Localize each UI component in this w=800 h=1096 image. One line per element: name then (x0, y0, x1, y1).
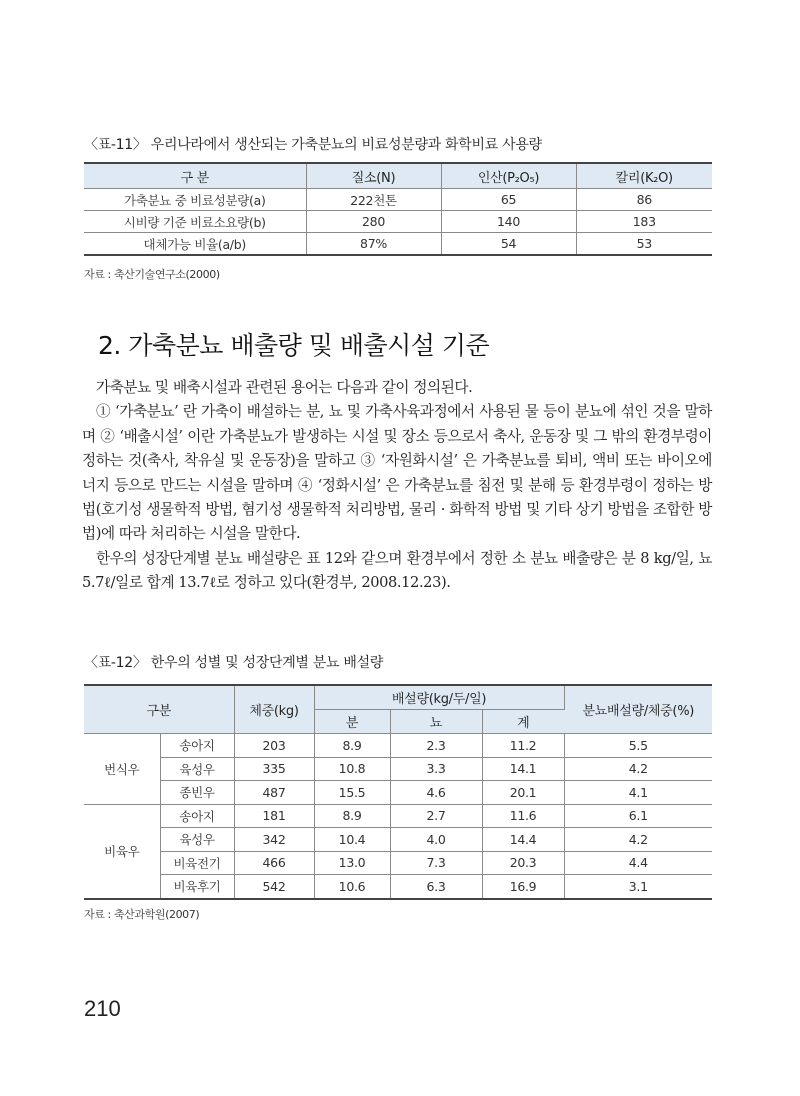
table-cell: 11.6 (482, 804, 564, 828)
table1-caption: 〈표-11〉 우리나라에서 생산되는 가축분뇨의 비료성분량과 화학비료 사용량 (84, 137, 542, 153)
table2-caption: 〈표-12〉 한우의 성별 및 성장단계별 분뇨 배설량 (84, 655, 384, 671)
table-cell: 종빈우 (160, 781, 234, 805)
table-row (84, 851, 712, 875)
table2-header-urine: 뇨 (390, 710, 482, 734)
table2-header-feces: 분 (314, 710, 390, 734)
body-text (82, 376, 712, 596)
table-cell: 비육후기 (160, 875, 234, 899)
group-label: 번식우 (84, 734, 160, 805)
table-cell: 송아지 (160, 734, 234, 758)
table-cell: 65 (441, 189, 576, 211)
table-cell: 13.0 (314, 851, 390, 875)
table1-header-category: 구 분 (84, 163, 306, 189)
table-cell: 대체가능 비율(a/b) (84, 233, 306, 256)
table-cell: 육성우 (160, 828, 234, 852)
table-cell: 10.8 (314, 757, 390, 781)
table-cell: 140 (441, 211, 576, 233)
table2 (84, 684, 712, 900)
section-heading: 2. 가축분뇨 배출량 및 배출시설 기준 (98, 331, 490, 360)
group-label: 비육우 (84, 804, 160, 899)
table-row (84, 875, 712, 899)
table-cell: 4.2 (564, 757, 712, 781)
table-row (84, 211, 712, 233)
table-cell: 203 (234, 734, 314, 758)
table-row (84, 757, 712, 781)
table-cell: 3.3 (390, 757, 482, 781)
table-cell: 87% (306, 233, 441, 256)
table-row (84, 189, 712, 211)
table-cell: 466 (234, 851, 314, 875)
table-cell: 6.1 (564, 804, 712, 828)
table-cell: 487 (234, 781, 314, 805)
paragraph: 가축분뇨 및 배축시설과 관련된 용어는 다음과 같이 정의된다. (96, 379, 473, 396)
table-row (84, 804, 712, 828)
table-row (84, 828, 712, 852)
table-cell: 육성우 (160, 757, 234, 781)
table-cell: 15.5 (314, 781, 390, 805)
table-cell: 7.3 (390, 851, 482, 875)
table-cell: 181 (234, 804, 314, 828)
table-cell: 280 (306, 211, 441, 233)
table-cell: 3.1 (564, 875, 712, 899)
page-number: 210 (84, 996, 121, 1021)
table-cell: 2.3 (390, 734, 482, 758)
table-cell: 222천톤 (306, 189, 441, 211)
table-cell: 4.2 (564, 828, 712, 852)
table-cell: 20.3 (482, 851, 564, 875)
table1 (84, 162, 712, 256)
table-cell: 11.2 (482, 734, 564, 758)
table1-header-potash: 칼리(K₂O) (576, 163, 712, 189)
table-cell: 335 (234, 757, 314, 781)
table1-source: 자료 : 축산기술연구소(2000) (84, 268, 220, 281)
table-cell: 4.4 (564, 851, 712, 875)
table-cell: 342 (234, 828, 314, 852)
table2-header-category: 구분 (84, 685, 234, 734)
table-cell: 542 (234, 875, 314, 899)
paragraph: 한우의 성장단계별 분뇨 배설량은 표 12와 같으며 환경부에서 정한 소 분뇨 배출량은 분 8 kg/일, 뇨 5.7ℓ/일로 합계 13.7ℓ로 정하고 있다(환경부, 2008.12.23). (82, 549, 712, 592)
table-cell: 송아지 (160, 804, 234, 828)
table-cell: 8.9 (314, 734, 390, 758)
table1-header-nitrogen: 질소(N) (306, 163, 441, 189)
table-cell: 54 (441, 233, 576, 256)
table-cell: 183 (576, 211, 712, 233)
table2-header-row (84, 685, 712, 710)
table-cell: 16.9 (482, 875, 564, 899)
table-cell: 8.9 (314, 804, 390, 828)
table-cell: 10.4 (314, 828, 390, 852)
table-row (84, 233, 712, 256)
table-cell: 6.3 (390, 875, 482, 899)
table-cell: 2.7 (390, 804, 482, 828)
table-cell: 시비량 기준 비료소요량(b) (84, 211, 306, 233)
table2-header-weight: 체중(kg) (234, 685, 314, 734)
table2-header-ratio: 분뇨배설량/체중(%) (564, 685, 712, 734)
table-cell: 86 (576, 189, 712, 211)
table1-header-phosphate: 인산(P₂O₅) (441, 163, 576, 189)
table-cell: 가축분뇨 중 비료성분량(a) (84, 189, 306, 211)
table-cell: 4.6 (390, 781, 482, 805)
table2-header-excretion: 배설량(kg/두/일) (314, 685, 564, 710)
table-row (84, 781, 712, 805)
table-cell: 20.1 (482, 781, 564, 805)
table2-source: 자료 : 축산과학원(2007) (84, 908, 200, 921)
paragraph: ① ‘가축분뇨’ 란 가축이 배설하는 분, 뇨 및 가축사육과정에서 사용된 물 등이 분뇨에 섞인 것을 말하며 ② ‘배출시설’ 이란 가축분뇨가 발생하는 시설 및 장소 등으로서 축사, 운동장 및 그 밖의 환경부령이 정하는 것(축사, 착유실 및 운동장)을 말하고 ③ ‘자원화시설’ 은 가축분뇨를 퇴비, 액비 또는 바이오에너지 등으로 만드는 시설을 말하며 ④ ‘정화시설’ 은 가축분뇨를 침전 및 분해 등 환경부령이 정하는 방법(호기성 생물학적 방법, 혐기성 생물학적 처리방법, 물리 · 화학적 방법 및 기타 상기 방법을 조합한 방법)에 따라 처리하는 시설을 말한다. (82, 403, 712, 543)
table-cell: 5.5 (564, 734, 712, 758)
table-cell: 비육전기 (160, 851, 234, 875)
table-cell: 53 (576, 233, 712, 256)
table-cell: 14.4 (482, 828, 564, 852)
table-cell: 10.6 (314, 875, 390, 899)
table-cell: 4.0 (390, 828, 482, 852)
table-cell: 4.1 (564, 781, 712, 805)
table2-header-total: 계 (482, 710, 564, 734)
table-cell: 14.1 (482, 757, 564, 781)
table-row (84, 734, 712, 758)
table1-header-row (84, 163, 712, 189)
